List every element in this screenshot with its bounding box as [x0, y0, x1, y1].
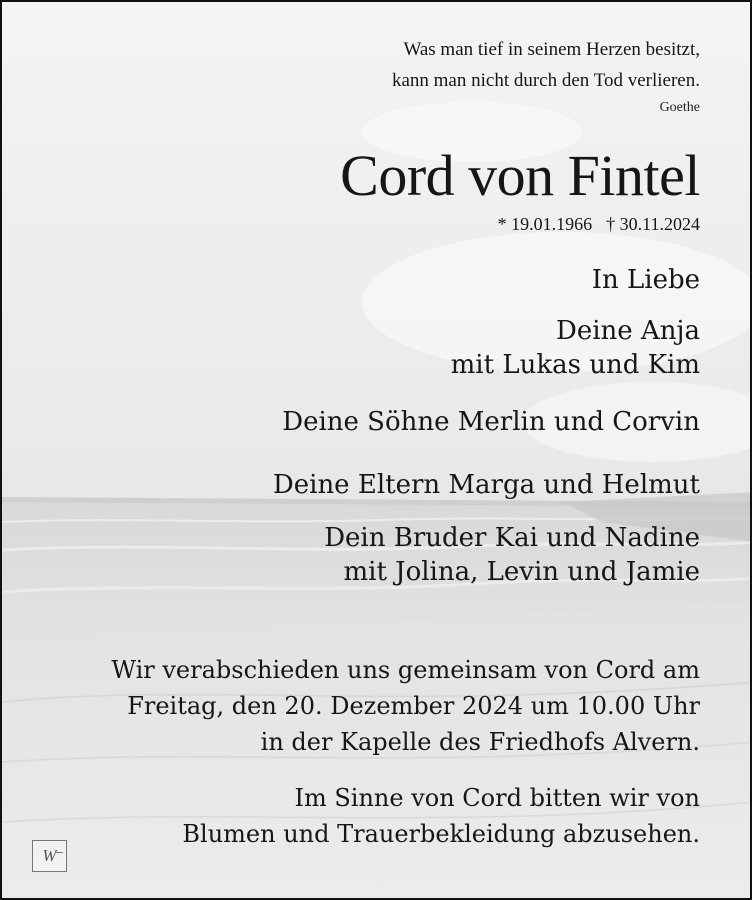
quote	[392, 34, 700, 96]
service-line: Freitag, den 20. Dezember 2024 um 10.00 Uhr	[127, 692, 700, 720]
mourner-line: Deine Anja	[555, 316, 700, 346]
request-line: Im Sinne von Cord bitten wir von	[294, 784, 700, 812]
service-line: in der Kapelle des Friedhofs Alvern.	[260, 728, 700, 756]
mourner-line: Deine Eltern Marga und Helmut	[272, 470, 700, 500]
mourner-group	[324, 521, 700, 589]
mourner-group	[273, 468, 700, 502]
mourner-line: mit Jolina, Levin und Jamie	[343, 557, 700, 587]
mourner-line: In Liebe	[591, 265, 700, 295]
death-date: † 30.11.2024	[606, 214, 700, 234]
mourner-group	[282, 405, 700, 439]
mourner-group	[592, 263, 700, 297]
service-announcement	[111, 652, 700, 760]
quote-line: Was man tief in seinem Herzen besitzt,	[403, 39, 700, 60]
deceased-name: Cord von Fintel	[340, 143, 700, 208]
quote-line: kann man nicht durch den Tod verlieren.	[391, 70, 700, 91]
publisher-logo: W	[32, 840, 67, 872]
mourner-group	[451, 314, 700, 382]
mourner-line: Dein Bruder Kai und Nadine	[324, 523, 700, 553]
quote-author: Goethe	[659, 100, 700, 115]
flowers-request	[182, 780, 700, 852]
life-dates	[498, 214, 700, 235]
mourner-line: Deine Söhne Merlin und Corvin	[282, 407, 700, 437]
birth-date: * 19.01.1966	[497, 214, 593, 234]
service-line: Wir verabschieden uns gemeinsam von Cord am	[111, 656, 700, 684]
mourner-line: mit Lukas und Kim	[450, 350, 700, 380]
beach-background-image	[2, 2, 752, 900]
request-line: Blumen und Trauerbekleidung abzusehen.	[182, 820, 700, 848]
